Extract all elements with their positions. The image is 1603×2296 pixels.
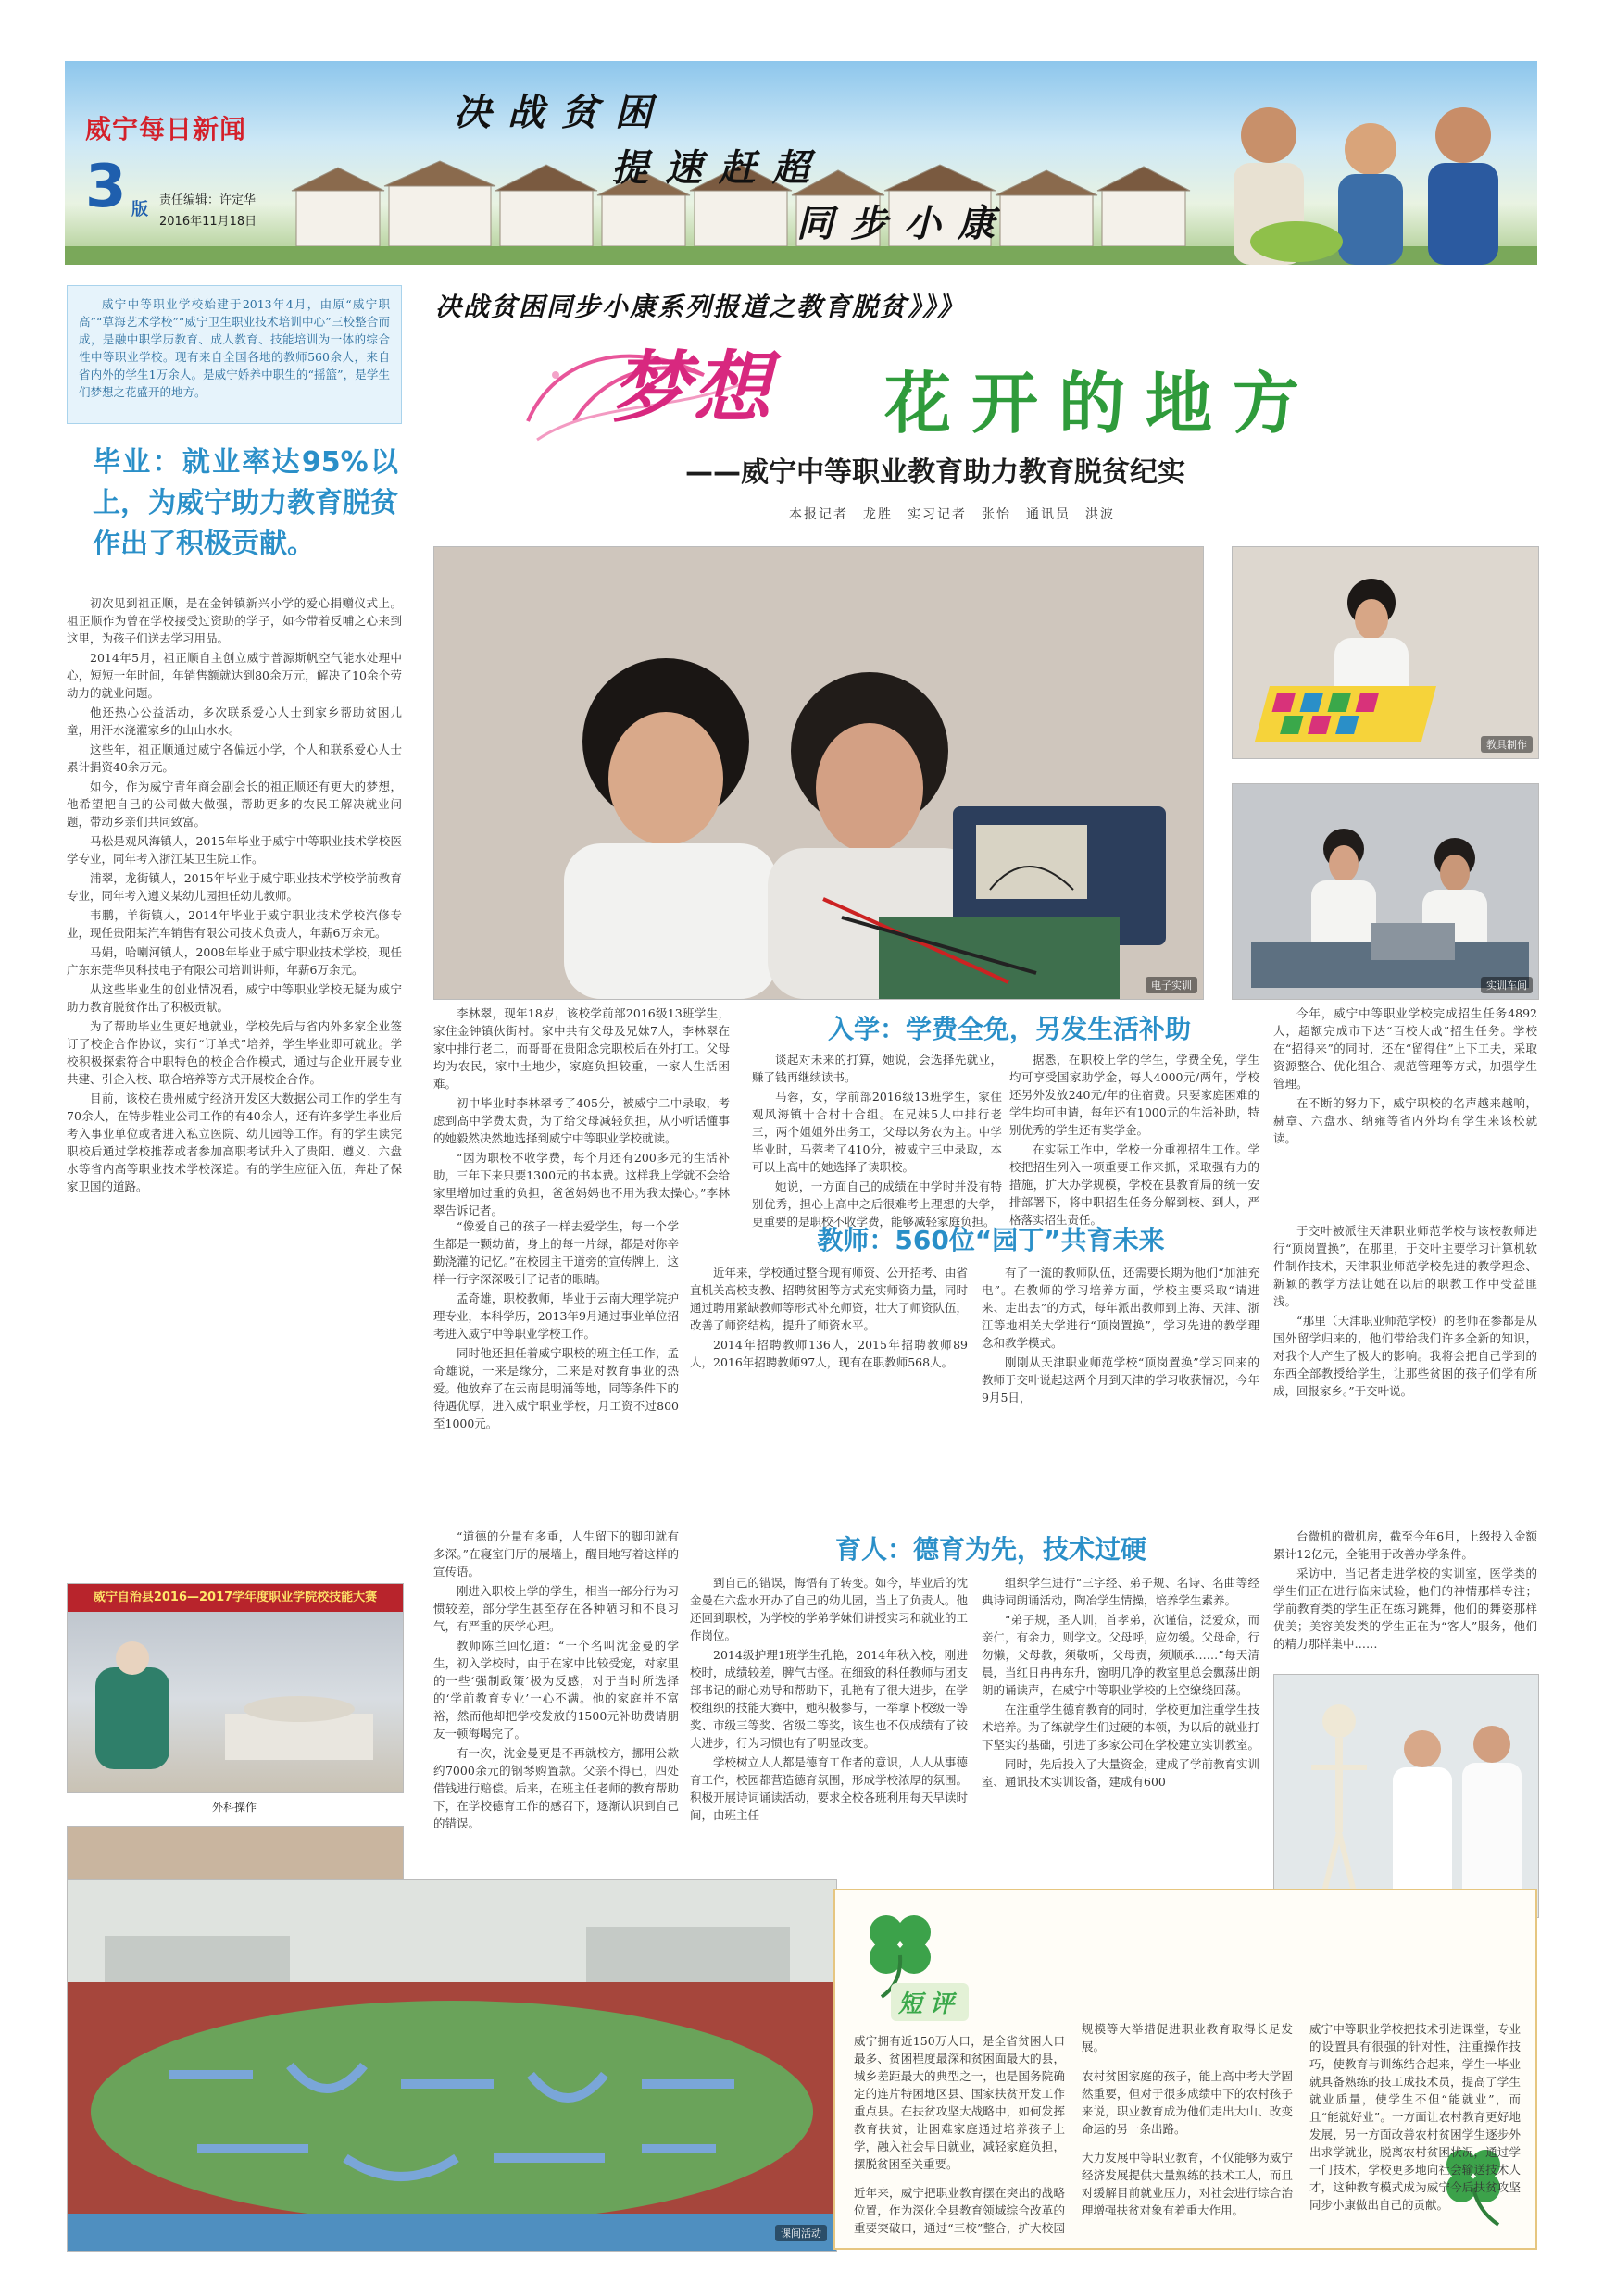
paragraph: 农村贫困家庭的孩子，能上高中考大学固然重要，但对于很多成绩中下的农村孩子来说，职业教育成为他们走出大山、改变命运的另一条出路。 <box>1082 2068 1293 2136</box>
photo-teaching-aids <box>1232 546 1539 759</box>
section-heading-enrollment: 入学：学费全免，另发生活补助 <box>827 1014 1191 1044</box>
paper-name: 威宁每日新闻 <box>85 114 247 144</box>
paragraph: 马娟，哈喇河镇人，2008年毕业于威宁职业技术学校，现任广东东莞华贝科技电子有限公司培训讲师，年薪6万余元。 <box>67 945 402 977</box>
page-suffix: 版 <box>131 200 148 219</box>
intro-box <box>67 285 402 424</box>
paragraph: 浦翠，龙街镇人，2015年毕业于威宁职业技术学校学前教育专业，同年考入遵义某幼儿园担任幼儿教师。 <box>67 871 402 903</box>
paragraph: 2014级护理1班学生孔艳，2014年秋入校，刚进校时，成绩较差，脾气古怪。在细致的科任教师与团支部书记的耐心劝导和帮助下，孔艳有了很大进步，在学校组织的技能大赛中，她积极参与，一举拿下校级一等奖、市级三等奖、省级二等奖，该生也不仅成绩有了较大进步，行为习惯也有了明显改变。 <box>690 1648 969 1750</box>
paragraph: 威宁中等职业学校把技术引进课堂，专业的设置具有很强的针对性，注重操作技巧，使教育与训练结合起来，学生一毕业就具备熟练的技工成技术员，提高了学生就业质量，使学生不但“能就业”，而且“能就好业”。一方面让农村教育更好地发展，另一方面改善农村贫困学生逐步外出求学就业，脱离农村贫困状况，通过学一门技术，学校更多地向社会输送技术人才，这种教育模式成为威宁今后扶贫攻坚同步小康做出自己的贡献。 <box>1309 2022 1521 2212</box>
paragraph: 目前，该校在贵州威宁经济开发区大数据公司工作的学生有70余人，在特步鞋业公司工作的有40余人，还有许多学生毕业后考入事业单位或者进入私立医院、幼儿园等工作。有的学生读完职校后通过学校推荐或者参加高职考试升入了贵阳、遵义、六盘水等省内高等职业技术学校深造。有的学生应征入伍，奔赴了保家卫国的道路。 <box>67 1092 402 1193</box>
paragraph: 在实际工作中，学校十分重视招生工作。学校把招生列入一项重要工作来抓，采取强有力的措施，扩大办学规模，学校在县教育局的统一安排部署下，将中职招生任务分解到校、到人，严格落实招生责任。 <box>1009 1142 1259 1227</box>
paragraph: 初中毕业时李林翠考了405分，被威宁二中录取，考虑到高中学费太贵，为了给父母减轻负担，从小听话懂事的她毅然决然地选择到威宁中等职业学校就读。 <box>433 1096 730 1145</box>
intro-text: 威宁中等职业学校始建于2013年4月，由原“威宁职高”“草海艺术学校”“威宁卫生职业技术培训中心”三校整合而成，是融中职学历教育、成人教育、技能培训为一体的综合性中等职业学校。现有来自全国各地的教师560余人，来自省内外的学生1万余人。是威宁娇养中职生的“摇篮”，是学生们梦想之花盛开的地方。 <box>79 297 390 399</box>
photo-electronics-training <box>433 546 1204 1000</box>
column-moral-3 <box>982 1574 1259 1916</box>
paragraph: “那里（天津职业师范学校）的老师在参都是从国外留学归来的，他们带给我们许多全新的知识，对我个人产生了极大的影响。我将会把自己学到的东西全部教授给学生，让那些贫困的孩子们学有所成，回报家乡。”于交叶说。 <box>1273 1314 1537 1398</box>
paragraph: 为了帮助毕业生更好地就业，学校先后与省内外多家企业签订了校企合作协议，实行“订单式”培养，学生毕业即可就业。学校积极探索符合中职特色的校企合作模式，通过与企业开展专业共建、引企入校、联合培养等方式开展校企合作。 <box>67 1019 402 1086</box>
paragraph: 2014年5月，祖正顺自主创立威宁普源斯帆空气能水处理中心，短短一年时间，年销售额就达到80余万元，解决了10余个劳动力的就业问题。 <box>67 651 402 700</box>
paragraph: 台微机的微机房，截至今年6月，上级投入金额累计12亿元，全能用于改善办学条件。 <box>1273 1529 1537 1561</box>
paragraph: 据悉，在职校上学的学生，学费全免，学生均可享受国家助学金，每人4000元/两年，学校还另外发放240元/年的住宿费。只要家庭困难的学生均可申请，每年还有1000元的生活补助，特别优秀的学生还有奖学金。 <box>1009 1053 1259 1137</box>
editor-credit: 责任编辑：许定华 <box>159 193 257 207</box>
paragraph: 同时，先后投入了大量资金，建成了学前教育实训室、通讯技术实训设备，建成有600 <box>982 1757 1260 1789</box>
paragraph: “弟子规，圣人训，首孝弟，次谨信，泛爱众，而亲仁，有余力，则学文。父母呼，应勿缓。父母命，行勿懒，父母教，须敬听，父母责，须顺承……”每天清晨，当红日冉冉东升，窗明几净的教室里总会飘荡出朗朗的诵读声，在威宁中等职业学校的上空缭绕回荡。 <box>982 1613 1260 1697</box>
paragraph: “像爱自己的孩子一样去爱学生，每一个学生都是一颗幼苗，身上的每一片绿，都是对你辛勤浇灌的记忆。”在校园主干道旁的宣传牌上，这样一行字深深吸引了记者的眼睛。 <box>433 1219 679 1286</box>
paragraph: 于交叶被派往天津职业师范学校与该校教师进行“顶岗置换”，在那里，于交叶主要学习计算机软件制作技术，天津职业师范学校先进的教学理念、新颖的教学方法让她在以后的职教工作中受益匪浅。 <box>1273 1224 1537 1308</box>
caption-electronics: 电子实训 <box>1146 977 1197 993</box>
paragraph: 谈起对未来的打算，她说，会选择先就业，赚了钱再继续读书。 <box>752 1053 1002 1084</box>
slogan-line-3: 同步小康 <box>796 202 1011 245</box>
paragraph: 2014年招聘教师136人，2015年招聘教师89人，2016年招聘教师97人，现有在职教师568人。 <box>690 1338 968 1369</box>
caption-teaching-aids: 教具制作 <box>1481 736 1533 753</box>
caption-surgical: 外科操作 <box>211 1801 257 1814</box>
photo-campus-panorama <box>67 1879 837 2252</box>
caption-panorama: 课间活动 <box>775 2225 827 2241</box>
paragraph: 教师陈兰回忆道：“一个名叫沈金曼的学生，初入学校时，由于在家中比较受宠，对家里的一些‘强制政策’极为反感，对于当时所选择的‘学前教育专业’一心不满。他的家庭并不富裕，然而他却把学校发放的1500元补助费请朋友一顿海喝完了。 <box>433 1639 679 1741</box>
paragraph: 同时他还担任着威宁职校的班主任工作，孟奇雄说，一来是缘分，二来是对教育事业的热爱。他放弃了在云南昆明涌等地，同等条件下的待遇优厚，进入威宁职业学校，月工资不过800至1000元。 <box>433 1346 679 1430</box>
caption-workshop: 实训车间 <box>1481 977 1533 993</box>
article-subtitle: ——威宁中等职业教育助力教育脱贫纪实 <box>685 456 1185 489</box>
column-teachers-2 <box>982 1264 1259 1495</box>
column-enrollment-1 <box>752 1051 1002 1229</box>
paragraph: 马松是观风海镇人，2015年毕业于威宁中等职业技术学校医学专业，同年考入浙江某卫生院工作。 <box>67 834 402 866</box>
paragraph: 李林翠，现年18岁，该校学前部2016级13班学生，家住金钟镇伙街村。家中共有父母及兄妹7人，李林翠在家中排行老二，而哥哥在贵阳念完职校后在外打工。父母均为农民，家中土地少，家庭负担较重，一家人生活困难。 <box>433 1006 730 1091</box>
slogan-line-1: 决战贫困 <box>454 91 669 134</box>
paragraph: 大力发展中等职业教育，不仅能够为威宁经济发展提供大量熟练的技术工人，而且对缓解目前就业压力，对社会进行综合治理增强扶贫对象有着重大作用。 <box>1082 2151 1293 2217</box>
photo-medical-teaching <box>1273 1674 1539 1918</box>
paragraph: 到自己的错误，悔悟有了转变。如今，毕业后的沈金曼在六盘水开办了自己的幼儿园，当上了负责人。他还回到职校，为学校的学弟学妹们讲授实习和就业的工作岗位。 <box>690 1576 969 1642</box>
paragraph: 学校树立人人都是德育工作者的意识，人人从事德育工作，校园都营造德育氛围，形成学校浓厚的氛围。积极开展诗词诵读活动，要求全校各班利用每天早读时间，由班主任 <box>690 1755 969 1822</box>
photo-skills-contest <box>67 1583 404 1793</box>
paragraph: 在不断的努力下，威宁职校的名声越来越响，赫章、六盘水、纳雍等省内外均有学生来该校就读。 <box>1273 1096 1537 1145</box>
column-enrollment-3 <box>1273 1004 1537 1213</box>
title-green: 花开的地方 <box>884 364 1321 443</box>
column-teachers-3 <box>1273 1222 1537 1518</box>
paragraph: “道德的分量有多重，人生留下的脚印就有多深。”在寝室门厅的展墙上，醒目地写着这样的宣传语。 <box>433 1529 679 1578</box>
paragraph: 今年，威宁中等职业学校完成招生任务4892人，超额完成市下达“百校大战”招生任务。学校在“招得来”的同时，还在“留得住”上下工夫，采取资源整合、优化组合、规范管理等方式，加强学生管理。 <box>1273 1006 1537 1091</box>
paragraph: 孟奇雄，职校教师，毕业于云南大理学院护理专业，本科学历，2013年9月通过事业单位招考进入威宁中等职业学校工作。 <box>433 1292 679 1341</box>
section-heading-teachers: 教师：560位“园丁”共育未来 <box>817 1225 1165 1255</box>
photo-workshop <box>1232 783 1539 1000</box>
commentary-title: 短评 <box>891 1983 969 2021</box>
title-pink: 梦想 <box>611 342 775 433</box>
series-label: 决战贫困同步小康系列报道之教育脱贫》》》 <box>435 292 966 322</box>
contest-banner: 威宁自治县2016—2017学年度职业学院校技能大赛 <box>68 1584 403 1612</box>
commentary-text <box>854 2020 1521 2242</box>
paragraph: 有了一流的教师队伍，还需要长期为他们“加油充电”。在教师的学习培养方面，学校主要采取“请进来、走出去”的方式，每年派出教师到上海、天津、浙江等地相关大学进行“顶岗置换”，学习先进的教学理念和教学模式。 <box>982 1266 1259 1350</box>
paragraph: 组织学生进行“三字经、弟子规、名诗、名曲等经典诗词朗诵活动，陶冶学生情操，培养学生素养。 <box>982 1576 1259 1607</box>
headline-graduation: 毕业：就业率达95%以上，为威宁助力教育脱贫作出了积极贡献。 <box>93 446 398 560</box>
paragraph: 韦鹏，羊街镇人，2014年毕业于威宁职业技术学校汽修专业，现任贵阳某汽车销售有限公司技术负责人，年薪6万余元。 <box>67 908 402 940</box>
paragraph: 近年来，威宁把职业教育摆在突出的战略位置，作为深化全县教育领域综合改革的重要突破口，通过“三校”整合，扩大校园规模等大举措促进职业教育取得长足发展。 <box>854 2022 1293 2235</box>
paragraph: 她说，一方面自己的成绩在中学时并没有特别优秀，担心上高中之后很难考上理想的大学，更重要的是职校不收学费，能够减轻家庭负担。 <box>752 1179 1002 1229</box>
column-teacher-quote <box>433 1217 679 1523</box>
slogan-line-2: 提速赶超 <box>611 146 826 190</box>
paragraph: 他还热心公益活动，多次联系爱心人士到家乡帮助贫困儿童，用汗水浇灌家乡的山山水水。 <box>67 705 402 737</box>
paragraph: “因为职校不收学费，每个月还有200多元的生活补助，三年下来只要1300元的书本费。这样我上学就不会给家里增加过重的负担，爸爸妈妈也不用为我太操心。”李林翠告诉记者。 <box>433 1151 730 1217</box>
column-teachers-1 <box>690 1264 968 1495</box>
paragraph: 马蓉，女，学前部2016级13班学生，家住观风海镇十合村十合组。在兄妹5人中排行老三，两个姐姐外出务工，父母以务农为主。中学毕业时，马蓉考了410分，被威宁三中录取，本可以上高中的她选择了读职校。 <box>752 1090 1002 1174</box>
paragraph: 刚刚从天津职业师范学校“顶岗置换”学习回来的教师于交叶说起这两个月到天津的学习收获情况，今年9月5日， <box>982 1355 1260 1404</box>
page-number: 3 <box>85 153 127 221</box>
paragraph: 初次见到祖正顺，是在金钟镇新兴小学的爱心捐赠仪式上。祖正顺作为曾在学校接受过资助的学子，如今带着反哺之心来到这里，为孩子们送去学习用品。 <box>67 596 402 645</box>
paragraph: 近年来，学校通过整合现有师资、公开招考、由省直机关高校支教、招聘贫困等方式充实师资力量，同时通过聘用紧缺教师等形式补充师资，壮大了师资队伍，改善了师资结构，提升了师资水平。 <box>690 1266 969 1332</box>
left-column-text <box>67 594 402 1576</box>
commentary-box <box>833 1889 1537 2250</box>
paragraph: 从这些毕业生的创业情况看，威宁中等职业学校无疑为威宁助力教育脱贫作出了积极贡献。 <box>67 982 402 1014</box>
column-moral-2 <box>690 1574 968 1916</box>
byline: 本报记者 龙胜 实习记者 张怡 通讯员 洪波 <box>789 507 1115 522</box>
section-heading-education: 育人：德育为先，技术过硬 <box>834 1534 1146 1565</box>
paragraph: 如今，作为威宁青年商会副会长的祖正顺还有更大的梦想，他希望把自己的公司做大做强，帮助更多的农民工解决就业问题，带动乡亲们共同致富。 <box>67 780 402 829</box>
paragraph: 有一次，沈金曼更是不再就校方，挪用公款约7000余元的钢琴购置款。父亲不得已，四处借钱进行赔偿。后来，在班主任老师的教育帮助下，在学校德育工作的感召下，逐渐认识到自己的错误。 <box>433 1746 679 1830</box>
issue-date: 2016年11月18日 <box>159 215 257 229</box>
paragraph: 这些年，祖正顺通过威宁各偏远小学，个人和联系爱心人士累计捐资40余万元。 <box>67 742 402 774</box>
column-enrollment-2 <box>1009 1051 1259 1227</box>
column-moral-1 <box>433 1528 679 1916</box>
paragraph: 采访中，当记者走进学校的实训室，医学类的学生们正在进行临床试验，他们的神情那样专注；学前教育类的学生正在练习跳舞，他们的舞姿那样优美；美容美发类的学生正在为“客人”服务，他们的精力那样集中…… <box>1273 1566 1537 1651</box>
paragraph: 刚进入职校上学的学生，相当一部分行为习惯较差，部分学生甚至存在各种陋习和不良习气，有严重的厌学心理。 <box>433 1584 679 1633</box>
column-moral-4 <box>1273 1528 1537 1666</box>
paragraph: 威宁拥有近150万人口，是全省贫困人口最多、贫困程度最深和贫困面最大的县，城乡差距最大的典型之一，也是国务院确定的连片特困地区县、国家扶贫开发工作重点县。在扶贫攻坚大战略中，如何发挥教育扶贫，让困难家庭通过培养孩子上学，融入社会早日就业，减轻家庭负担，摆脱贫困至关重要。 <box>854 2033 1065 2171</box>
column-student-li <box>433 1004 730 1217</box>
paragraph: 在注重学生德育教育的同时，学校更加注重学生技术培养。为了练就学生们过硬的本领，为以后的就业打下坚实的基础，引进了多家公司在学校建立实训教室。 <box>982 1703 1260 1752</box>
